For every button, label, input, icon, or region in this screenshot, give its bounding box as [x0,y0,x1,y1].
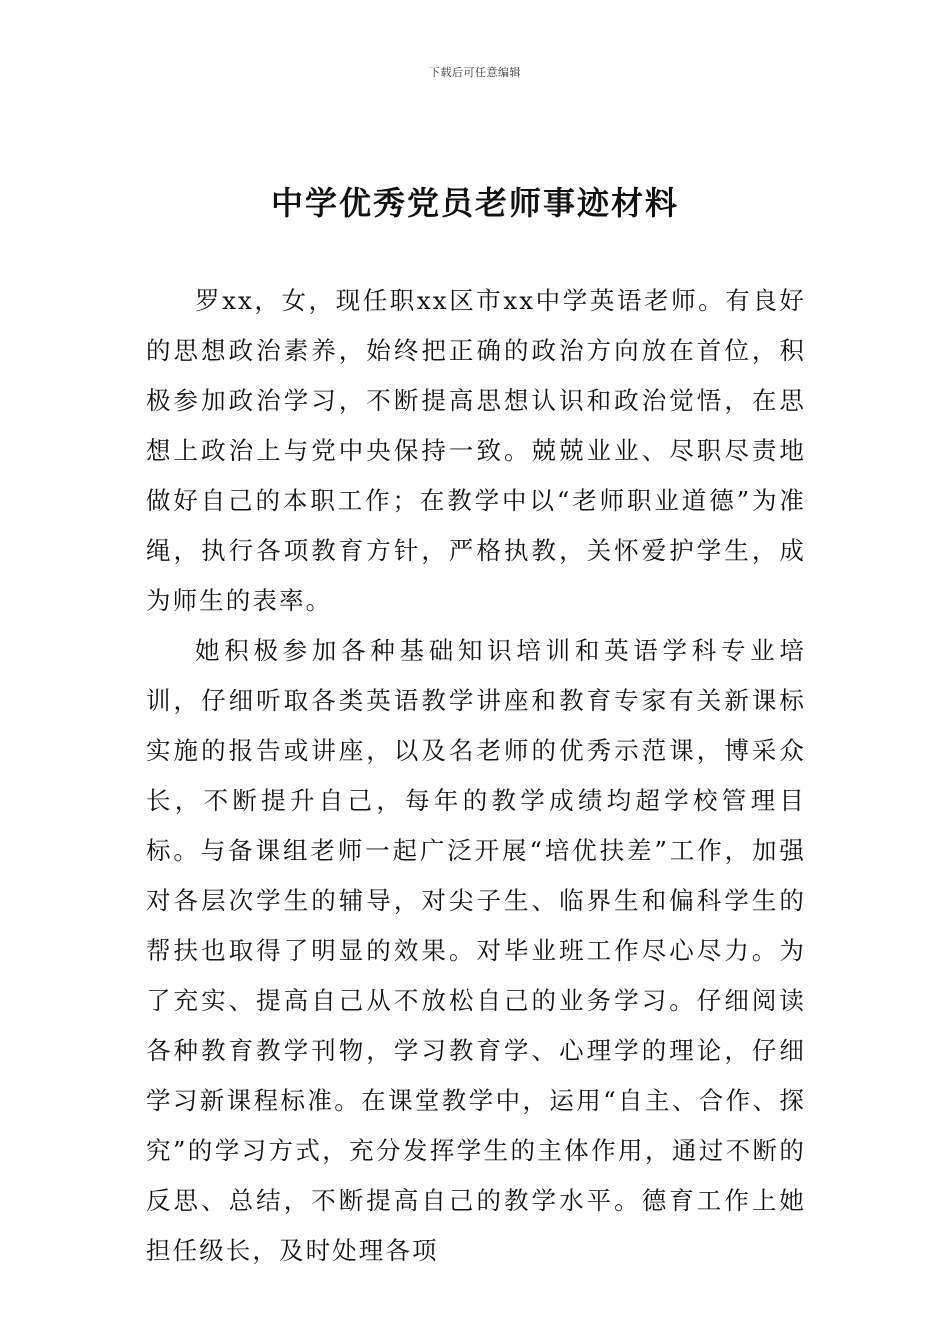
paragraph-1: 罗xx，女，现任职xx区市xx中学英语老师。有良好的思想政治素养，始终把正确的政治方向放在首位，积极参加政治学习，不断提高思想认识和政治觉悟，在思想上政治上与党中央保持一致。兢兢业业、尽职尽责地做好自己的本职工作；在教学中以“老师职业道德”为准绳，执行各项教育方针，严格执教，关怀爱护学生，成为师生的表率。 [146,286,806,615]
document-title: 中学优秀党员老师事迹材料 [270,184,679,222]
document-body [146,276,806,1276]
paragraph-2: 她积极参加各种基础知识培训和英语学科专业培训，仔细听取各类英语教学讲座和教育专家有关新课标实施的报告或讲座，以及名老师的优秀示范课，博采众长，不断提升自己，每年的教学成绩均超学校管理目标。与备课组老师一起广泛开展“培优扶差”工作，加强对各层次学生的辅导，对尖子生、临界生和偏科学生的帮扶也取得了明显的效果。对毕业班工作尽心尽力。为了充实、提高自己从不放松自己的业务学习。仔细阅读各种教育教学刊物，学习教育学、心理学的理论，仔细学习新课程标准。在课堂教学中，运用“自主、合作、探究”的学习方式，充分发挥学生的主体作用，通过不断的反思、总结，不断提高自己的教学水平。德育工作上她担任级长，及时处理各项 [146,636,806,1265]
header-note: 下载后可任意编辑 [429,66,521,79]
